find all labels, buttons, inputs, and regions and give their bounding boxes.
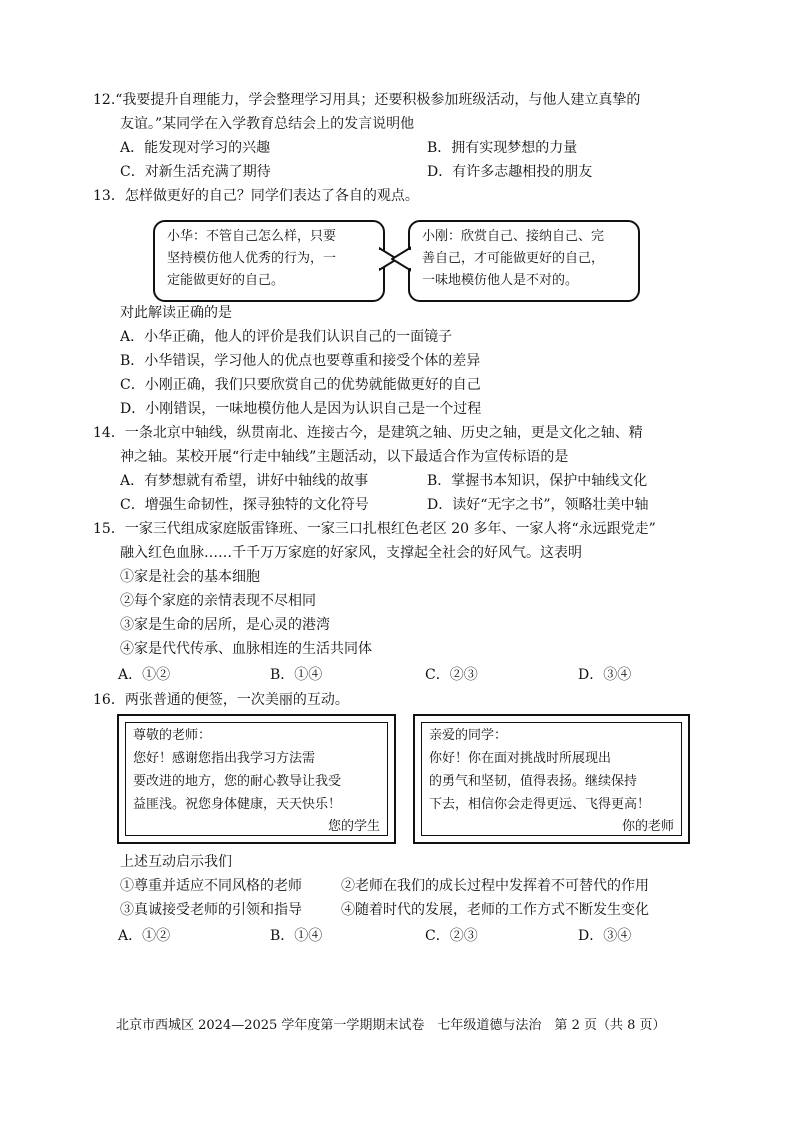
question-15-statement-3: ③家是生命的居所，是心灵的港湾 [120, 617, 330, 633]
note-line: 下去，相信你会走得更远、飞得更高！ [429, 797, 651, 812]
note-line: 您好！感谢您指出我学习方法需 [133, 751, 316, 766]
question-12-option-d: D．有许多志趣相投的朋友 [427, 164, 593, 180]
question-13-option-b: B．小华错误，学习他人的优点也要尊重和接受个体的差异 [120, 353, 481, 369]
note-salutation: 尊敬的老师： [133, 728, 212, 743]
question-12-stem-line-2: 友谊。”某同学在入学教育总结会上的发言说明他 [120, 116, 415, 132]
note-to-student [413, 714, 690, 844]
question-13-option-d: D．小刚错误，一味地模仿他人是因为认识自己是一个过程 [120, 401, 482, 417]
question-16-option-a: A．①② [118, 928, 171, 944]
question-14-option-b: B．掌握书本知识，保护中轴线文化 [427, 473, 648, 489]
question-14-option-a: A．有梦想就有希望，讲好中轴线的故事 [120, 473, 369, 489]
question-14-stem-line-1: 14．一条北京中轴线，纵贯南北、连接古今，是建筑之轴、历史之轴，更是文化之轴、精 [93, 425, 643, 441]
note-signature: 你的老师 [621, 819, 674, 834]
bubble-line: 善自己，才可能做更好的自己， [422, 251, 605, 266]
bubble-line: 一味地模仿他人是不对的。 [422, 273, 579, 288]
note-line: 的勇气和坚韧，值得表扬。继续保持 [429, 774, 638, 789]
note-to-teacher [117, 714, 396, 844]
question-12-stem-line-1: 12.“我要提升自理能力，学会整理学习用具；还要积极参加班级活动，与他人建立真挚的 [93, 92, 641, 108]
question-15-stem-line-2: 融入红色血脉……千千万万家庭的好家风，支撑起全社会的好风气。这表明 [120, 545, 582, 561]
speech-bubble-xiaohua [153, 220, 385, 302]
note-line: 要改进的地方，您的耐心教导让我受 [133, 774, 342, 789]
question-16-statement-3: ③真诚接受老师的引领和指导 [120, 902, 302, 918]
question-15-statement-1: ①家是社会的基本细胞 [120, 569, 260, 585]
question-14-option-c: C．增强生命韧性，探寻独特的文化符号 [120, 497, 369, 513]
question-16-statement-4: ④随着时代的发展，老师的工作方式不断发生变化 [341, 902, 649, 918]
question-13-prompt: 对此解读正确的是 [120, 305, 232, 321]
question-12-option-c: C．对新生活充满了期待 [120, 164, 271, 180]
page-footer: 北京市西城区 2024—2025 学年度第一学期期末试卷 七年级道德与法治 第 2 页（共 8 页） [116, 1018, 666, 1033]
note-signature: 您的学生 [327, 819, 380, 834]
note-salutation: 亲爱的同学： [429, 728, 508, 743]
question-15-option-a: A．①② [118, 667, 171, 683]
question-15-statement-2: ②每个家庭的亲情表现不尽相同 [120, 593, 316, 609]
question-16-option-d: D．③④ [578, 928, 632, 944]
question-14-option-d: D．读好“无字之书”，领略壮美中轴 [427, 497, 649, 513]
question-16-option-b: B．①④ [270, 928, 323, 944]
question-15-option-d: D．③④ [578, 667, 632, 683]
question-15-statement-4: ④家是代代传承、血脉相连的生活共同体 [120, 641, 372, 657]
question-15-stem-line-1: 15．一家三代组成家庭版雷锋班、一家三口扎根红色老区 20 多年、一家人将“永远跟党走” [93, 521, 656, 537]
question-13-option-a: A．小华正确，他人的评价是我们认识自己的一面镜子 [120, 329, 453, 345]
question-16-statement-1: ①尊重并适应不同风格的老师 [120, 878, 302, 894]
question-12-option-b: B．拥有实现梦想的力量 [427, 140, 578, 156]
speech-bubble-xiaogang [408, 220, 640, 302]
bubble-line: 定能做更好的自己。 [167, 273, 285, 288]
bubble-line: 小刚：欣赏自己、接纳自己、完 [422, 229, 605, 244]
speech-bubble-tail-left-icon [391, 246, 411, 272]
question-15-option-c: C．②③ [425, 667, 478, 683]
question-16-prompt: 上述互动启示我们 [120, 854, 232, 870]
note-line: 你好！你在面对挑战时所展现出 [429, 751, 612, 766]
note-line: 益匪浅。祝您身体健康，天天快乐！ [133, 797, 342, 812]
question-15-option-b: B．①④ [270, 667, 323, 683]
question-13-option-c: C．小刚正确，我们只要欣赏自己的优势就能做更好的自己 [120, 377, 481, 393]
question-16-option-c: C．②③ [425, 928, 478, 944]
question-13-stem: 13．怎样做更好的自己？同学们表达了各自的观点。 [93, 188, 419, 204]
question-16-statement-2: ②老师在我们的成长过程中发挥着不可替代的作用 [341, 878, 649, 894]
question-14-stem-line-2: 神之轴。某校开展“行走中轴线”主题活动，以下最适合作为宣传标语的是 [120, 449, 569, 465]
question-12-option-a: A．能发现对学习的兴趣 [120, 140, 271, 156]
question-16-stem: 16．两张普通的便签，一次美丽的互动。 [93, 692, 349, 708]
bubble-line: 小华：不管自己怎么样，只要 [167, 229, 337, 244]
bubble-line: 坚持模仿他人优秀的行为，一 [167, 251, 337, 266]
